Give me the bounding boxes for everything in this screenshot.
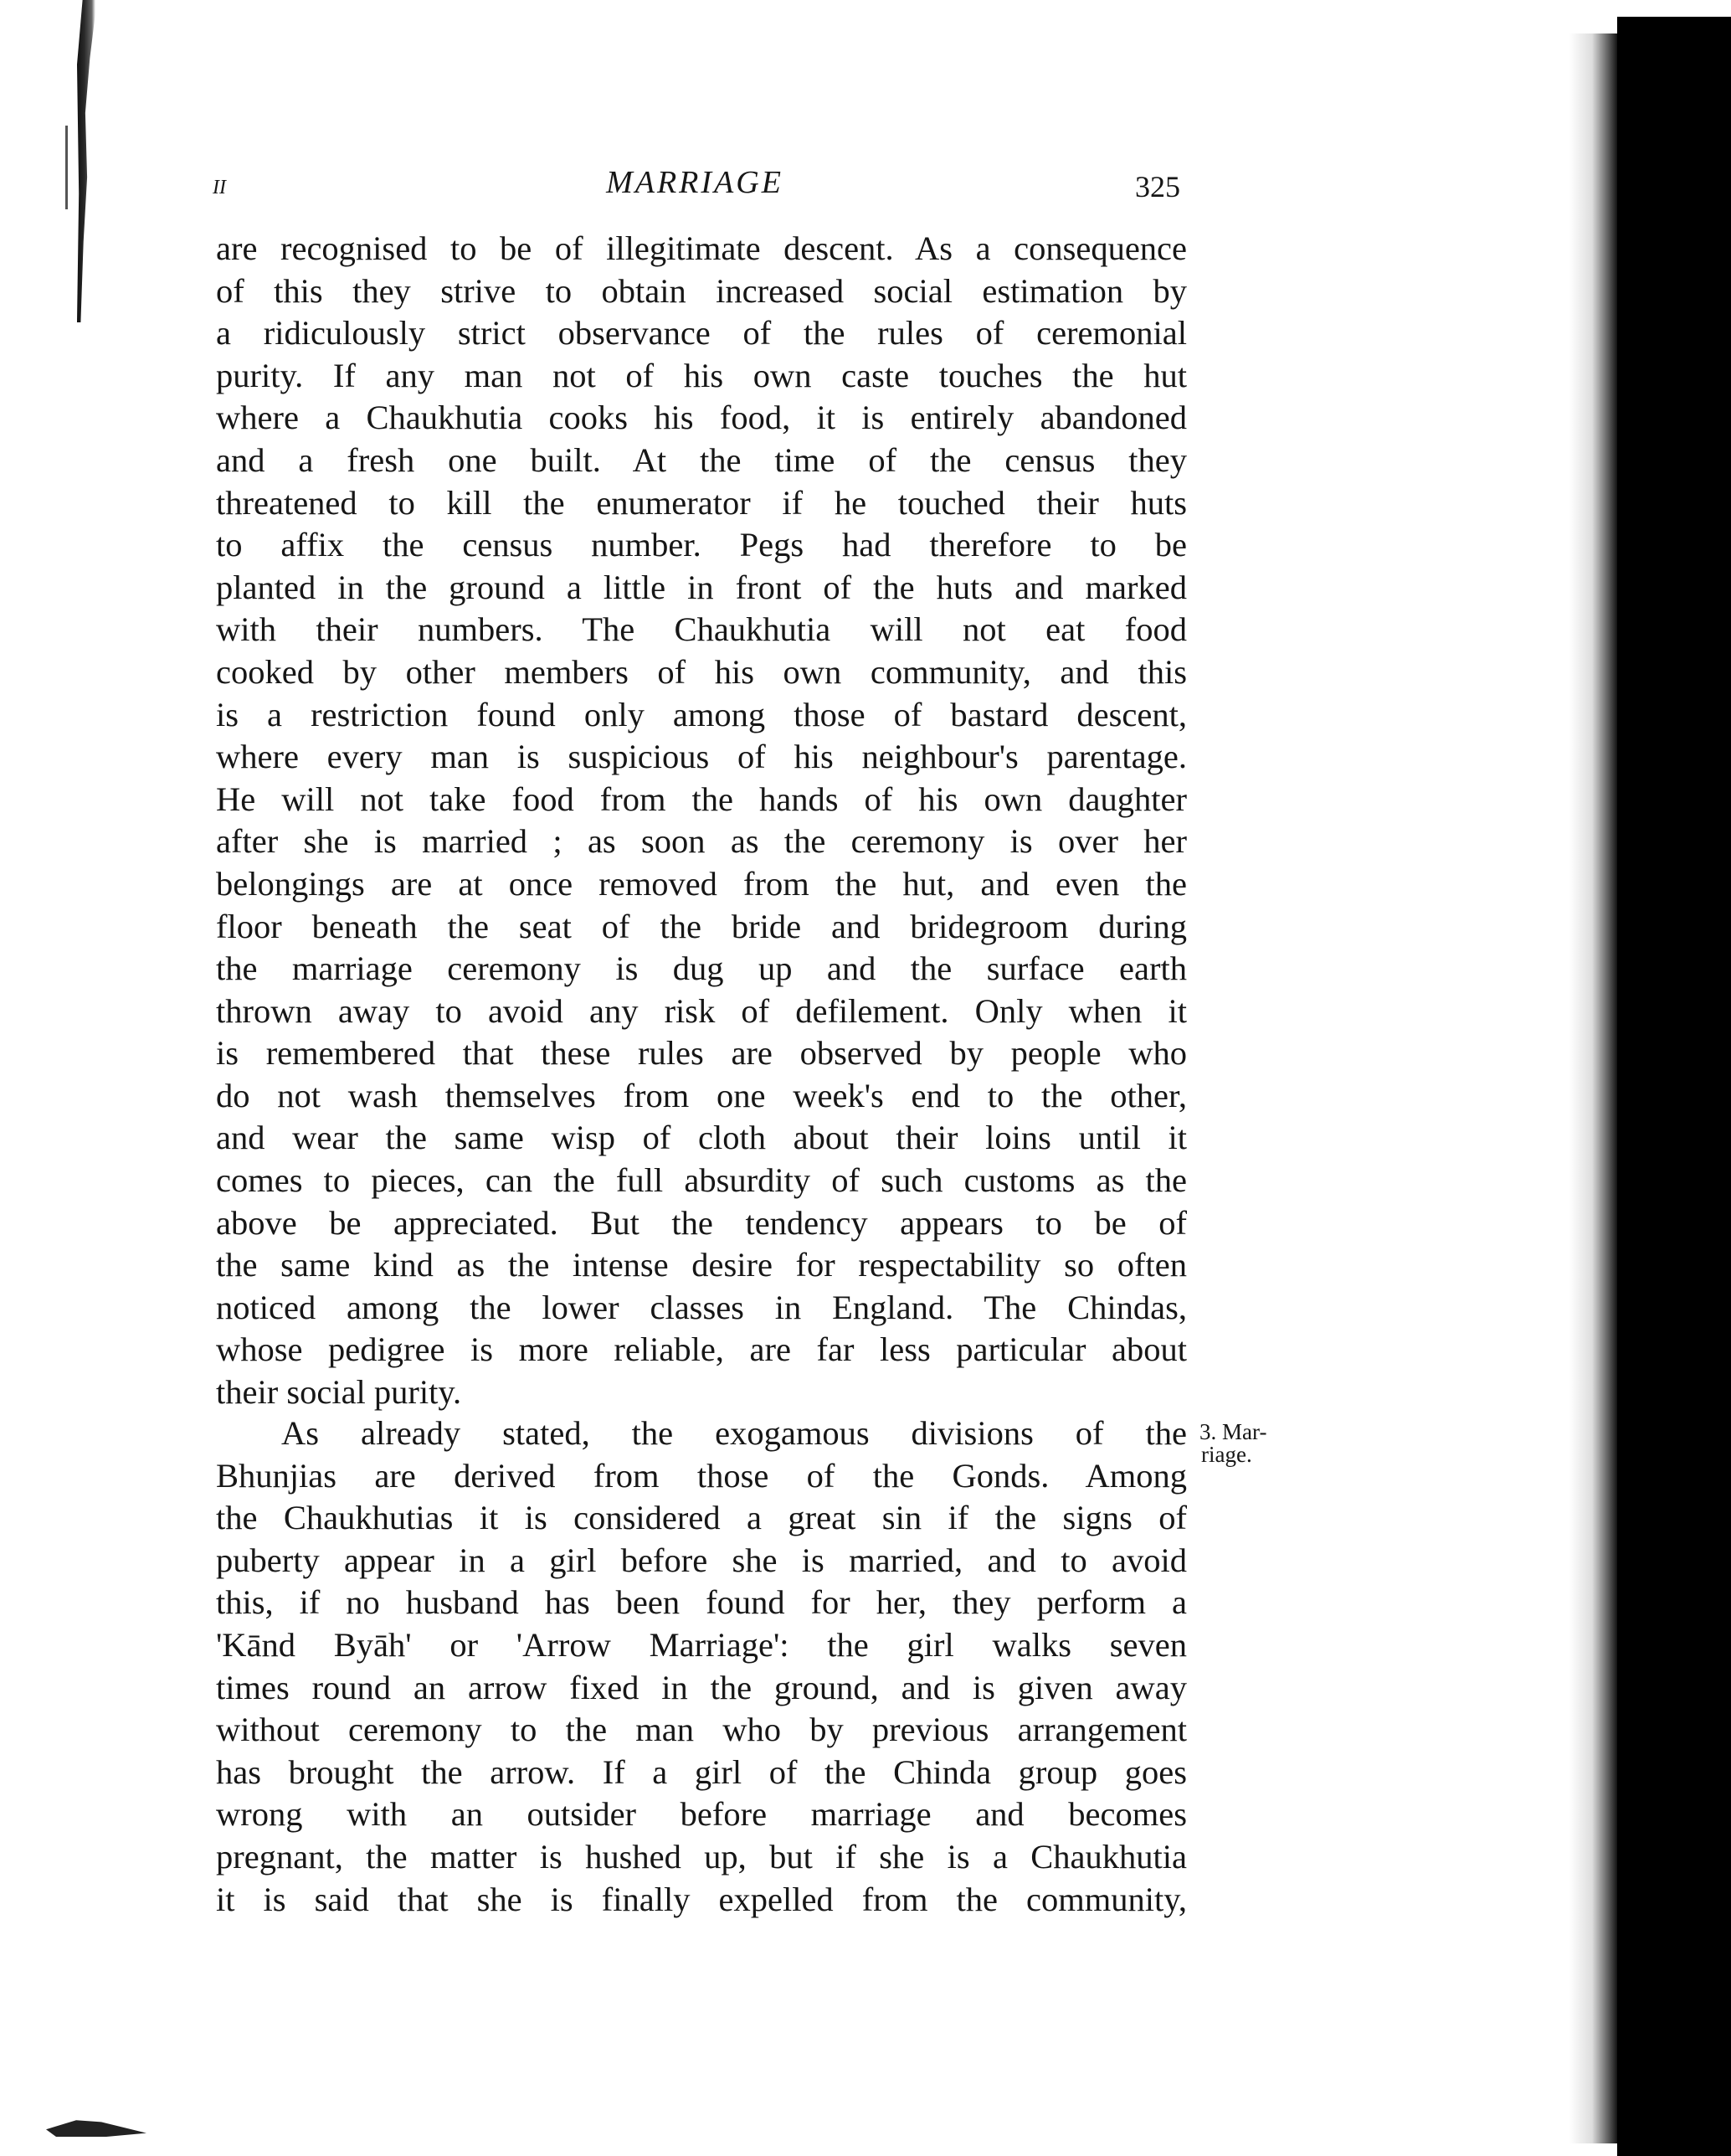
text-line: and a fresh one built. At the time of the census they [216, 440, 1187, 479]
marginal-note-line: 3. Mar- [1199, 1419, 1267, 1444]
text-line: floor beneath the seat of the bride and bridegroom during [216, 907, 1187, 945]
text-line: comes to pieces, can the full absurdity of such customs as the [216, 1161, 1187, 1200]
text-line: belongings are at once removed from the hut, and even the [216, 864, 1187, 903]
text-line: thrown away to avoid any risk of defilement. Only when it [216, 991, 1187, 1030]
running-head [209, 164, 1180, 211]
marginal-note [1199, 1421, 1300, 1466]
text-line: the Chaukhutias it is considered a great sin if the signs of [216, 1499, 1187, 1537]
text-line: after she is married ; as soon as the ceremony is over her [216, 822, 1187, 861]
text-line: are recognised to be of illegitimate descent. As a consequence [216, 229, 1187, 267]
text-line: cooked by other members of his own community, and this [216, 652, 1187, 691]
text-line: times round an arrow fixed in the ground, and is given away [216, 1668, 1187, 1706]
text-line: has brought the arrow. If a girl of the Chinda group goes [216, 1752, 1187, 1791]
paragraph-2 [216, 1412, 1187, 1921]
text-line: of this they strive to obtain increased social estimation by [216, 271, 1187, 310]
text-line: purity. If any man not of his own caste touches the hut [216, 356, 1187, 394]
text-line: He will not take food from the hands of his own daughter [216, 780, 1187, 818]
text-line: As already stated, the exogamous divisions of the [281, 1414, 1187, 1452]
text-line: planted in the ground a little in front of the huts and marked [216, 568, 1187, 606]
text-line: the same kind as the intense desire for respectability so often [216, 1246, 1187, 1284]
text-line: where a Chaukhutia cooks his food, it is entirely abandoned [216, 399, 1187, 437]
text-line: whose pedigree is more reliable, are far less particular about [216, 1330, 1187, 1369]
scan-shadow-right [1569, 33, 1620, 2143]
text-line: a ridiculously strict observance of the rules of ceremonial [216, 314, 1187, 352]
text-line: their social purity. [216, 1373, 462, 1412]
text-line: the marriage ceremony is dug up and the surface earth [216, 949, 1187, 988]
text-line: wrong with an outsider before marriage and becomes [216, 1795, 1187, 1834]
text-line: with their numbers. The Chaukhutia will not eat food [216, 610, 1187, 649]
text-line: where every man is suspicious of his neighbour's parentage. [216, 738, 1187, 776]
text-line: Bhunjias are derived from those of the Gonds. Among [216, 1456, 1187, 1495]
text-line: is a restriction found only among those of bastard descent, [216, 695, 1187, 733]
scan-edge-left [77, 0, 95, 322]
text-line: and wear the same wisp of cloth about their loins until it [216, 1119, 1187, 1157]
text-line: is remembered that these rules are observed by people who [216, 1034, 1187, 1073]
scan-smudge [46, 2118, 146, 2137]
text-line: it is said that she is finally expelled from the community, [216, 1880, 1187, 1918]
text-line: threatened to kill the enumerator if he touched their huts [216, 483, 1187, 522]
text-line: 'Kānd Byāh' or 'Arrow Marriage': the girl walks seven [216, 1625, 1187, 1664]
marginal-note-line: riage. [1201, 1442, 1252, 1467]
page-title: MARRIAGE [606, 165, 783, 200]
scan-edge-right [1617, 17, 1731, 2156]
text-line: noticed among the lower classes in England. The Chindas, [216, 1288, 1187, 1326]
text-line: without ceremony to the man who by previous arrangement [216, 1711, 1187, 1749]
page-number: 325 [1135, 170, 1180, 203]
text-line: above be appreciated. But the tendency appears to be of [216, 1203, 1187, 1242]
chapter-number: ii [213, 169, 226, 200]
text-line: pregnant, the matter is hushed up, but if she is a Chaukhutia [216, 1837, 1187, 1876]
text-line: this, if no husband has been found for her, they perform a [216, 1583, 1187, 1622]
paragraph-1 [216, 228, 1187, 1414]
text-line: to affix the census number. Pegs had therefore to be [216, 526, 1187, 564]
scan-mark-left [65, 126, 68, 209]
text-line: do not wash themselves from one week's end to the other, [216, 1076, 1187, 1114]
text-line: puberty appear in a girl before she is married, and to avoid [216, 1541, 1187, 1579]
